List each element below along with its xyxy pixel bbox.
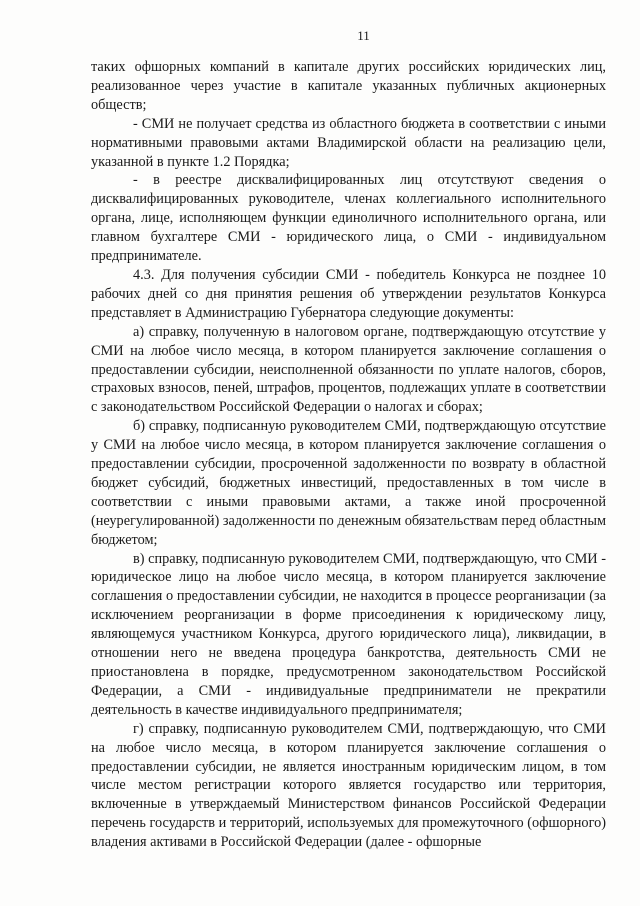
paragraph-offshore-continuation: таких офшорных компаний в капитале других российских юридических лиц, реализованное через участие в капитале указанных публичных акционерных обществ; — [91, 59, 606, 113]
document-body — [91, 58, 606, 852]
paragraph-item-g: г) справку, подписанную руководителем СМИ, подтверждающую, что СМИ на любое число месяца, в котором планируется заключение соглашения о предоставлении субсидии, не является иностранным юридическим лицом, в том числе местом регистрации которого является государство или территория, включенные в утверждаемый Министерством финансов Российской Федерации перечень государств и территорий, используемых для промежуточного (офшорного) владения активами в Российской Федерации (далее - офшорные — [91, 720, 606, 851]
paragraph-section-4-3: 4.3. Для получения субсидии СМИ - победитель Конкурса не позднее 10 рабочих дней со дня принятия решения об утверждении результатов Конкурса представляет в Администрацию Губернатора следующие документы: — [91, 266, 606, 321]
paragraph-item-b: б) справку, подписанную руководителем СМИ, подтверждающую отсутствие у СМИ на любое число месяца, в котором планируется заключение соглашения о предоставлении субсидии, просроченной задолженности по возврату в областной бюджет субсидий, бюджетных инвестиций, предоставленных в том числе в соответствии с иными правовыми актами, а также иной просроченной (неурегулированной) задолженности по денежным обязательствам перед областным бюджетом; — [91, 418, 606, 548]
paragraph-item-v: в) справку, подписанную руководителем СМИ, подтверждающую, что СМИ - юридическое лицо на любое число месяца, в котором планируется заключение соглашения о предоставлении субсидии, не находится в процессе реорганизации (за исключением реорганизации в форме присоединения к юридическому лицу, являющемуся участником Конкурса, другого юридического лица), ликвидации, в отношении него не введена процедура банкротства, деятельность СМИ не приостановлена в порядке, предусмотренном законодательством Российской Федерации, а СМИ - индивидуальные предприниматели не прекратили деятельность в качестве индивидуального предпринимателя; — [91, 550, 606, 718]
page-number: 11 — [357, 28, 370, 43]
paragraph-item-a: а) справку, полученную в налоговом органе, подтверждающую отсутствие у СМИ на любое число месяца, в котором планируется заключение соглашения о предоставлении субсидии, неисполненной обязанности по уплате налогов, сборов, страховых взносов, пеней, штрафов, процентов, подлежащих уплате в соответствии с законодательством Российской Федерации о налогах и сборах; — [91, 323, 606, 416]
paragraph-no-regional-funds: - СМИ не получает средства из областного бюджета в соответствии с иными нормативными правовыми актами Владимирской области на реализацию цели, указанной в пункте 1.2 Порядка; — [91, 115, 606, 170]
paragraph-disqualified-registry: - в реестре дисквалифицированных лиц отсутствуют сведения о дисквалифицированных руководителе, членах коллегиального исполнительного органа, лице, исполняющем функции единоличного исполнительного органа, или главном бухгалтере СМИ - юридического лица, о СМИ - индивидуальном предпринимателе. — [91, 172, 606, 265]
